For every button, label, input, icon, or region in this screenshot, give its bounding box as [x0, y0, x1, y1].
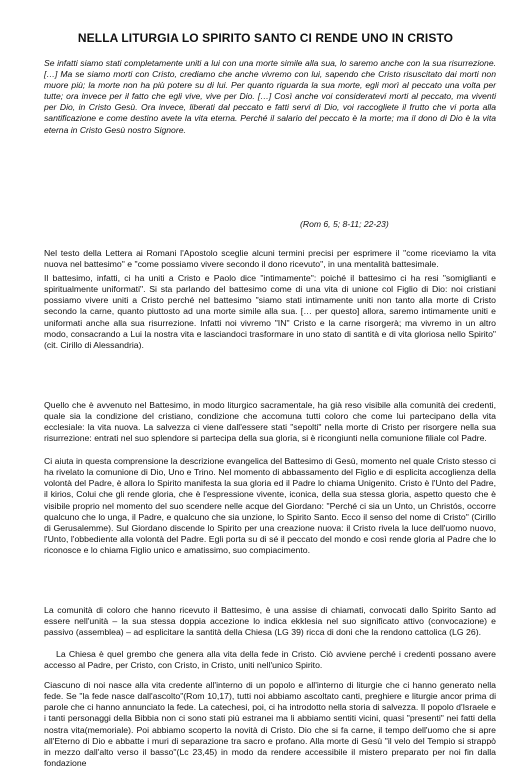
paragraph-ecclesia: La comunità di coloro che hanno ricevuto il Battesimo, è una assise di chiamati, convocati dallo Spirito Santo ad essere nell'unità – la sua stessa doppia accezione lo indica ekklesia nel suo significato attivo (convocazione) e passivo (assemblea) – ad esplicitare la santità della Chiesa (LG 39) ricca di doni che la rendono cattolica (LG 26).	[44, 605, 496, 638]
paragraph-community-life: Quello che è avvenuto nel Battesimo, in modo liturgico sacramentale, ha già reso visibile alla comunità dei credenti, quale sia la condizione del cristiano, condizione che accomuna tutti coloro che come lui partecipano della vita ecclesiale: la vita nuova. La salvezza ci viene dall'essere stati "sepolti" nella morte di Cristo per risorgere nella sua risurrezione: entrati nel suo splendore si partecipa della sua gloria, si è ricongiunti nella comunione filiale col Padre.	[44, 400, 496, 444]
paragraph-faith-listening: Ciascuno di noi nasce alla vita credente all'interno di un popolo e all'interno di liturgie che ci hanno generato nella fede. Se "la fede nasce dall'ascolto"(Rom 10,17), tutti noi abbiamo ascoltato canti, preghiere e liturgie ancor prima di parole che ci hanno annunciato la fede. La catechesi, poi, ci ha introdotto nella storia di salvezza. Il popolo d'Israele e i tanti personaggi della Bibbia non ci sono stati più estranei ma li abbiamo sentiti vicini, quasi "presenti" nei fatti della nostra vita(memoriale). Poi abbiamo scoperto la novità di Cristo. Dio che si fa carne, il tempo dell'uomo che si apre all'Eterno di Dio e abbatte i muri di separazione tra sacro e profano. Alla morte di Gesù "il velo del Tempio si strappò in mezzo dall'alto verso il basso"(Lc 23,45) in modo da rendere accessibile il mistero preparato per noi fin dalla fondazione	[44, 680, 496, 769]
scripture-reference: (Rom 6, 5; 8-11; 22-23)	[300, 219, 389, 229]
scripture-quote: Se infatti siamo stati completamente uniti a lui con una morte simile alla sua, lo saremo anche con la sua risurrezione. […] Ma se siamo morti con Cristo, crediamo che anche vivremo con lui, sapendo che Cristo risuscitato dai morti non muore più; la morte non ha più potere su di lui. Per quanto riguarda la sua morte, egli morì al peccato una volta per tutte; ora invece per il fatto che egli vive, vive per Dio. […] Così anche voi consideratevi morti al peccato, ma viventi per Dio, in Cristo Gesù. Ora invece, liberati dal peccato e fatti servi di Dio, voi raccogliete il frutto che vi porta alla santificazione e come destino avete la vita eterna. Perché il salario del peccato è la morte; ma il dono di Dio è la vita eterna in Cristo Gesù nostro Signore.	[44, 58, 496, 135]
document-title: NELLA LITURGIA LO SPIRITO SANTO CI RENDE UNO IN CRISTO	[77, 31, 454, 45]
paragraph-baptism-union: Il battesimo, infatti, ci ha uniti a Cristo e Paolo dice "intimamente": poiché il battesimo ci ha resi "somiglianti e spiritualmente uniformati". Si sta parlando del battesimo come di una vita di unione col Figlio di Dio: noi cristiani possiamo vivere uniti a Cristo perché nel battesimo "siamo stati intimamente uniti non tanto alla morte di Cristo secondo la carne, quanto piuttosto ad una morte simile alla sua. [… per questo] allora, saremo intimamente uniti e uniformati anche alla sua risurrezione. Infatti noi vivremo "IN" Cristo e la carne risorgerà; ma vivremo in un altro modo, consacrando a Lui la nostra vita e lasciandoci trasformare in uno stato di santità e di vita gloriosa nello Spirito" (cit. Cirillo di Alessandria).	[44, 273, 496, 350]
paragraph-jesus-baptism: Ci aiuta in questa comprensione la descrizione evangelica del Battesimo di Gesù, momento nel quale Cristo stesso ci ha rivelato la comunione di Dio, Uno e Trino. Nel momento di abbassamento del Figlio e di esplicita accoglienza della volontà del Padre, è allora lo Spirito manifesta la sua gloria ed il Padre lo chiama Unigenito. Cristo è l'Unto del Padre, il kirios, Colui che gli rende gloria, che è l'espressione vivente, iconica, della sua stessa gloria, aspetto questo che è visibile proprio nel momento del suo scendere nelle acque del Giordano: "Perché ci sia un Unto, un Christós, occorre qualcuno che lo unga, il Padre, e qualcuno che sia unzione, lo Spirito Santo. Ecco il senso del nome di Cristo" (Cirillo di Gerusalemme). Sul Giordano discende lo Spirito per una creazione nuova: il Cristo rivela la luce dell'uomo nuovo, l'Unto, l'obbediente alla volontà del Padre. Egli porta su di sé il peccato del mondo e così rende gloria al Padre che lo riconosce e lo chiama Figlio unico e amatissimo, suo compiacimento.	[44, 456, 496, 556]
paragraph-church-womb: La Chiesa è quel grembo che genera alla vita della fede in Cristo. Ciò avviene perché i credenti possano avere accesso al Padre, per Cristo, con Cristo, in Cristo, uniti nell'unico Spirito.	[44, 649, 496, 671]
paragraph-intro: Nel testo della Lettera ai Romani l'Apostolo sceglie alcuni termini precisi per esprimere il "come riceviamo la vita nuova nel battesimo" e "come possiamo vivere secondo il dono ricevuto", in una mentalità battesimale.	[44, 248, 496, 270]
